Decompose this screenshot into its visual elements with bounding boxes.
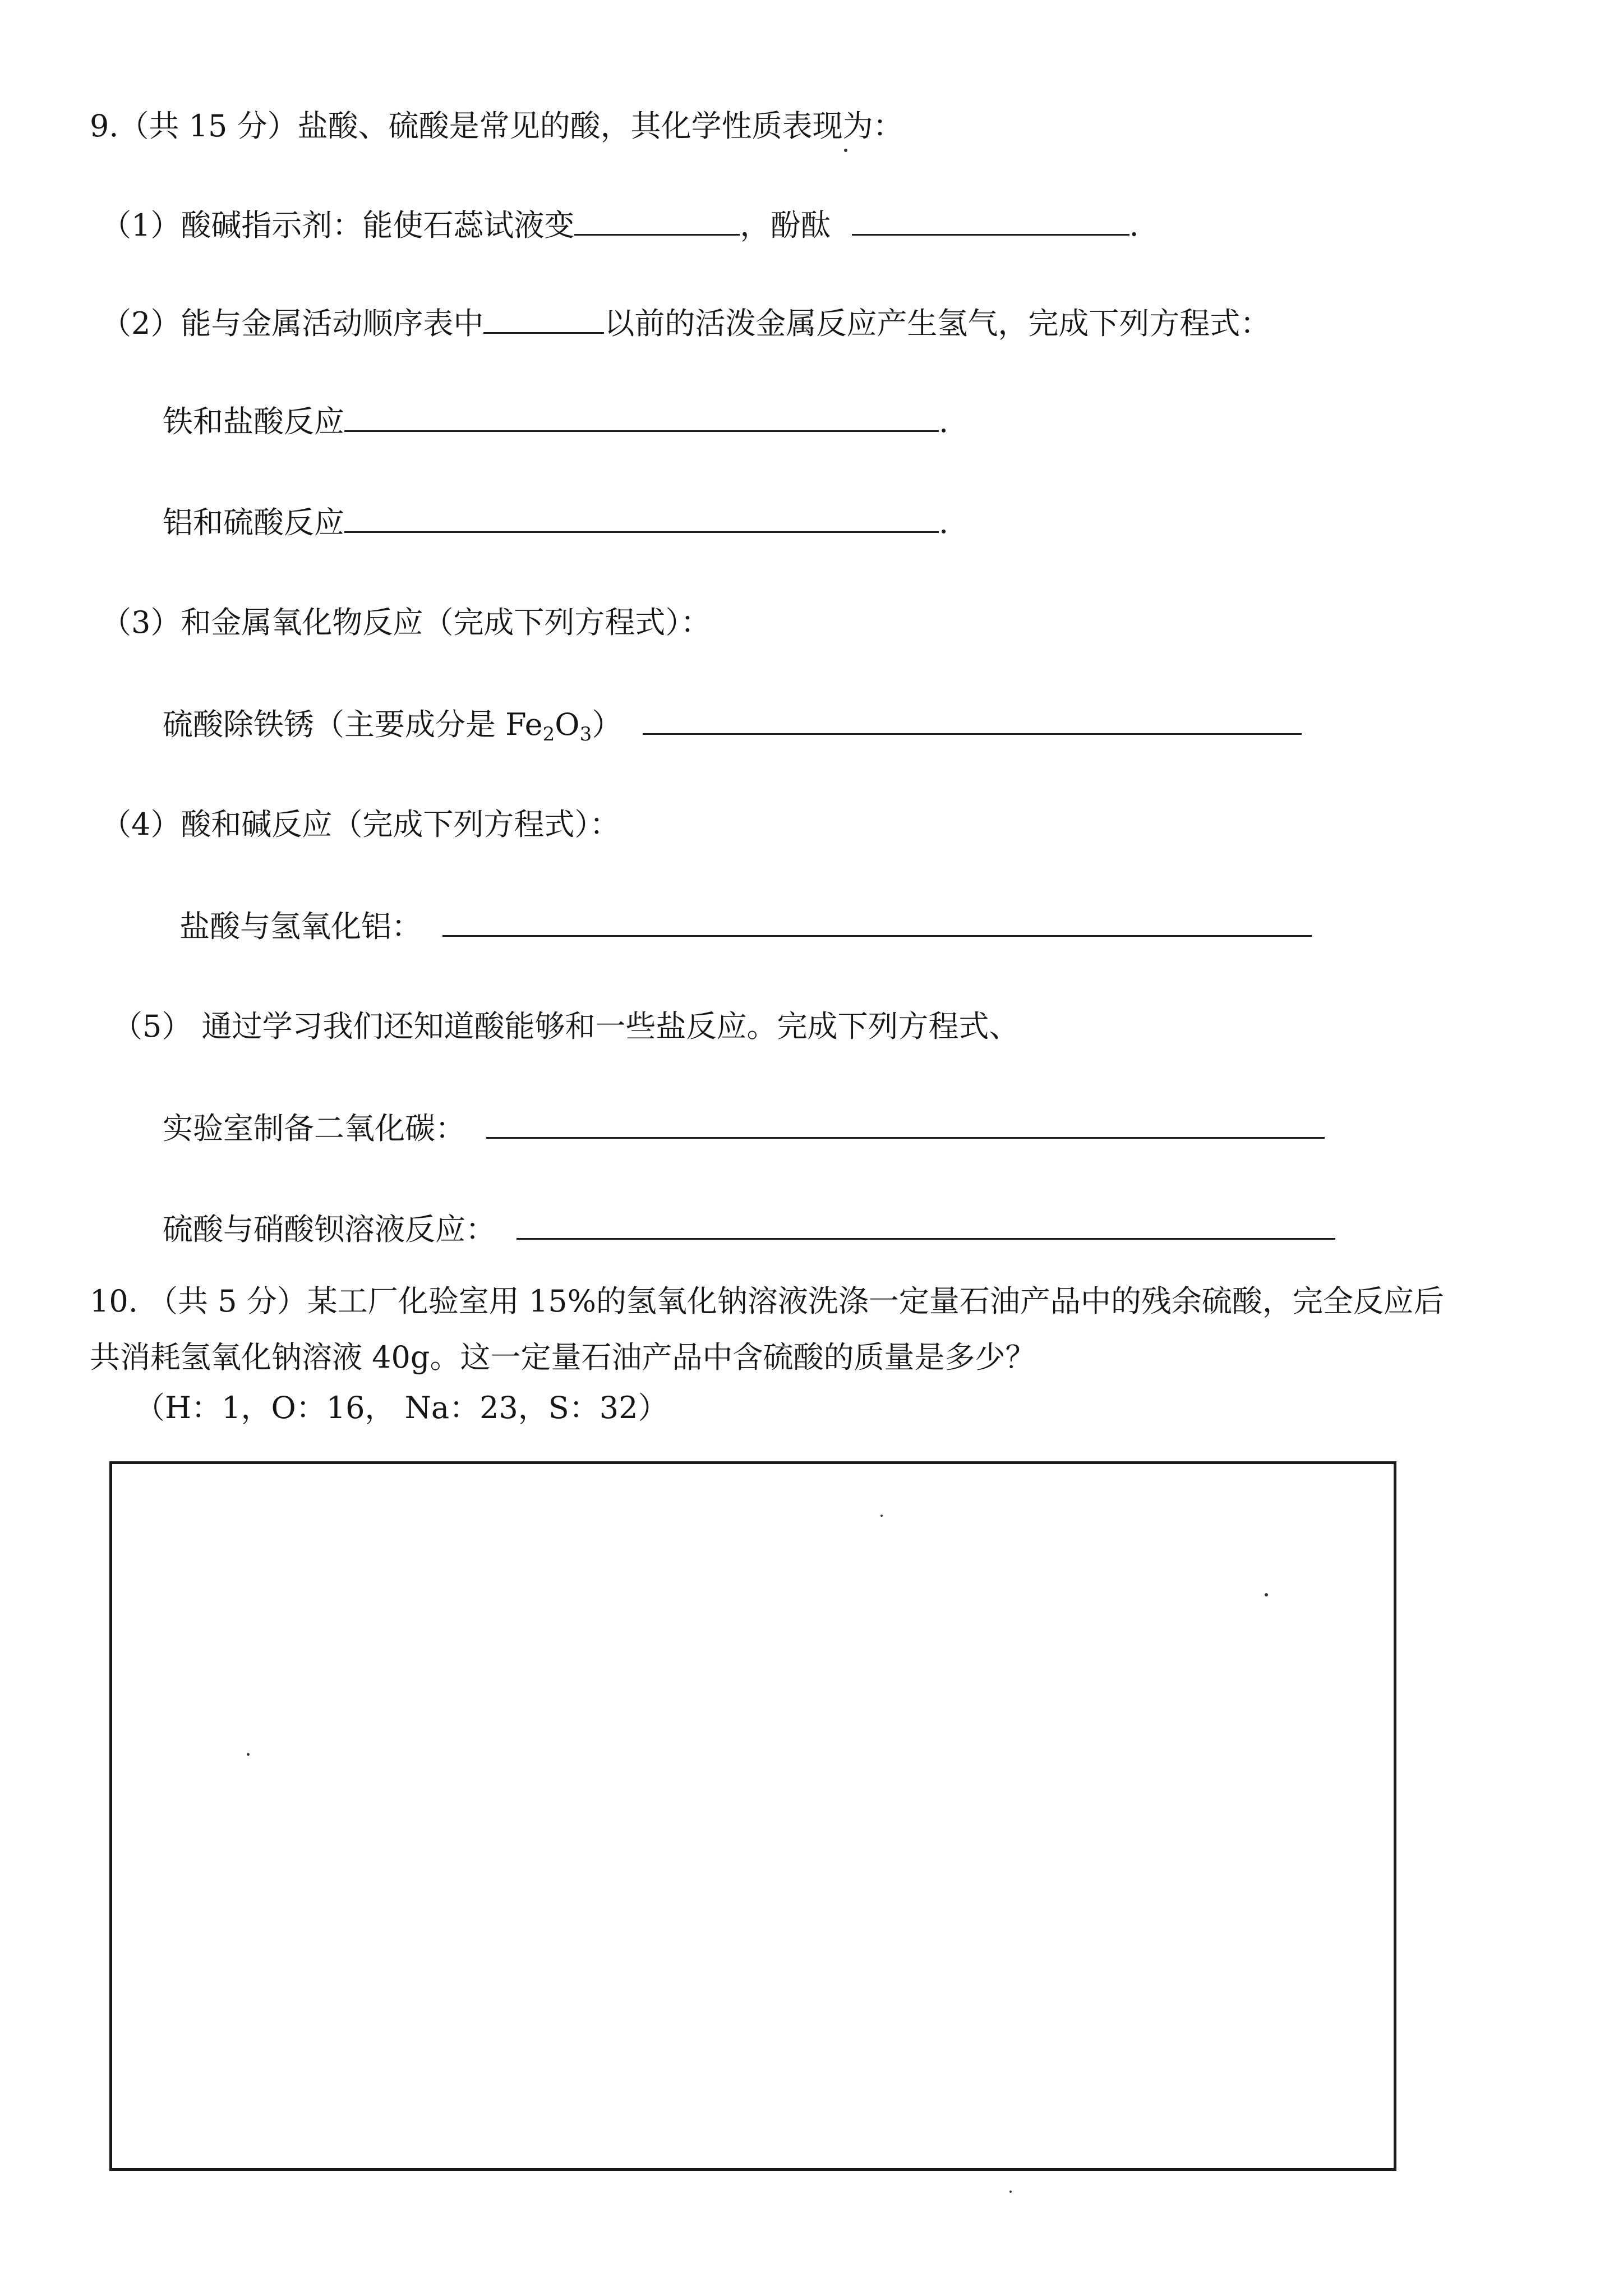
iron-hcl-label: 铁和盐酸反应 <box>163 404 344 439</box>
phenolphthalein-blank[interactable] <box>852 205 1129 236</box>
co2-prep-blank[interactable] <box>486 1108 1325 1139</box>
iron-hcl-period: . <box>939 404 949 439</box>
q10-atomic-masses: （H：1，O：16， Na：23，S：32） <box>135 1390 668 1425</box>
q9-part2-prefix: （2）能与金属活动顺序表中 <box>101 306 484 341</box>
scan-speck <box>247 1753 250 1756</box>
iron-hcl-blank[interactable] <box>344 401 939 432</box>
q9-part1-prefix: （1）酸碱指示剂：能使石蕊试液变 <box>101 208 575 243</box>
q9-part2 <box>101 303 1270 343</box>
fe-subscript: 2 <box>542 723 555 746</box>
hcl-aloh3-label: 盐酸与氢氧化铝： <box>179 909 422 944</box>
q9-part3-title: （3）和金属氧化物反应（完成下列方程式）： <box>101 605 711 640</box>
scan-speck <box>1265 1593 1268 1596</box>
aluminum-h2so4-blank[interactable] <box>344 502 939 533</box>
co2-prep-row <box>163 1108 1325 1148</box>
scan-speck <box>1009 2191 1012 2193</box>
q9-part2-suffix: 以前的活泼金属反应产生氢气，完成下列方程式： <box>604 306 1271 341</box>
q9-part1-end: . <box>1129 208 1139 243</box>
rust-removal-label: 硫酸除铁锈（主要成分是 Fe <box>163 707 543 742</box>
q10-line1: 10. （共 5 分）某工厂化验室用 15%的氢氧化钠溶液洗涤一定量石油产品中的残余硫酸，完全反应后 <box>90 1283 1444 1319</box>
scan-speck <box>880 1515 883 1517</box>
h2so4-bano3-label: 硫酸与硝酸钡溶液反应： <box>163 1212 496 1247</box>
metal-activity-blank[interactable] <box>483 303 604 334</box>
iron-hcl-row <box>163 401 948 441</box>
q9-part1-mid: ，酚酞 <box>740 208 831 243</box>
q10-line2: 共消耗氢氧化钠溶液 40g。这一定量石油产品中含硫酸的质量是多少？ <box>90 1340 1036 1375</box>
q9-title: 9.（共 15 分）盐酸、硫酸是常见的酸，其化学性质表现为： <box>90 108 903 144</box>
h2so4-bano3-row <box>163 1209 1335 1249</box>
hcl-aloh3-row <box>179 906 1312 946</box>
aluminum-h2so4-row <box>163 502 948 542</box>
aluminum-h2so4-period: . <box>939 505 949 540</box>
litmus-color-blank[interactable] <box>574 205 740 236</box>
q9-part5-title: （5） 通过学习我们还知道酸能够和一些盐反应。完成下列方程式、 <box>112 1009 1020 1044</box>
oxygen-symbol: O <box>555 707 580 742</box>
h2so4-bano3-blank[interactable] <box>517 1209 1335 1240</box>
scan-speck <box>844 149 847 152</box>
co2-prep-label: 实验室制备二氧化碳： <box>163 1111 465 1146</box>
q9-part4-title: （4）酸和碱反应（完成下列方程式）： <box>101 807 620 842</box>
rust-removal-close: ） <box>592 707 623 742</box>
aluminum-h2so4-label: 铝和硫酸反应 <box>163 505 344 540</box>
hcl-aloh3-blank[interactable] <box>442 906 1312 937</box>
q9-part1 <box>101 205 1139 245</box>
rust-removal-blank[interactable] <box>643 704 1302 735</box>
o-subscript: 3 <box>579 723 592 746</box>
answer-box[interactable] <box>109 1461 1396 2171</box>
rust-removal-row <box>163 704 1302 754</box>
